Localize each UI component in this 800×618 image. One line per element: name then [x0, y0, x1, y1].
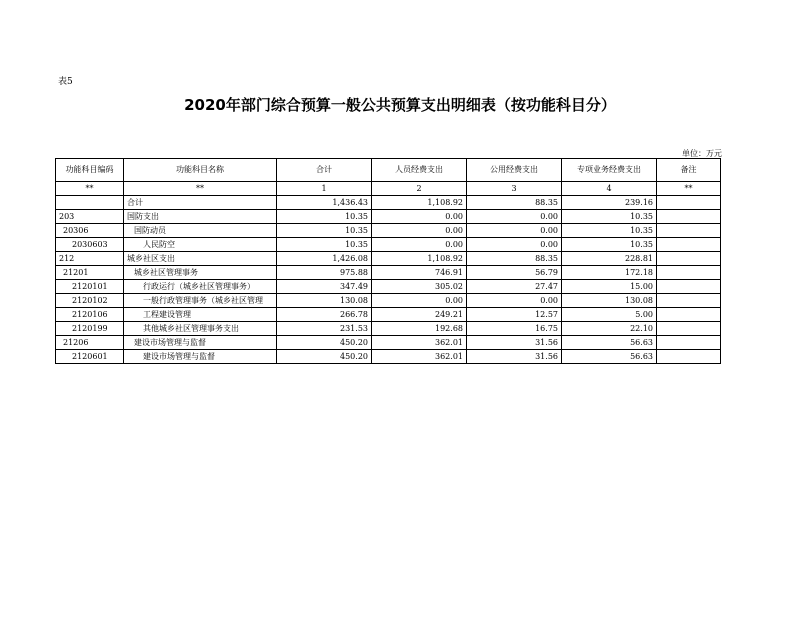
total-cell: 266.78 [277, 308, 372, 322]
name-cell: 人民防空 [124, 238, 277, 252]
total-cell: 231.53 [277, 322, 372, 336]
table-row [56, 280, 721, 294]
name-cell: 城乡社区管理事务 [124, 266, 277, 280]
name-cell: 国防支出 [124, 210, 277, 224]
special-cell: 10.35 [562, 238, 657, 252]
total-cell: 450.20 [277, 350, 372, 364]
special-cell: 56.63 [562, 336, 657, 350]
header-personnel: 人员经费支出 [372, 159, 467, 182]
name-cell: 建设市场管理与监督 [124, 336, 277, 350]
table-row [56, 336, 721, 350]
table-row [56, 196, 721, 210]
note-cell [657, 350, 721, 364]
code-cell: 20306 [56, 224, 124, 238]
note-cell [657, 280, 721, 294]
table-row [56, 210, 721, 224]
personnel-cell: 249.21 [372, 308, 467, 322]
total-cell: 1,426.08 [277, 252, 372, 266]
index-cell: 4 [562, 182, 657, 196]
expenditure-table [55, 158, 721, 364]
public-cell: 0.00 [467, 210, 562, 224]
name-cell: 其他城乡社区管理事务支出 [124, 322, 277, 336]
code-cell: 2030603 [56, 238, 124, 252]
code-cell: 2120199 [56, 322, 124, 336]
table-row [56, 238, 721, 252]
table-row [56, 308, 721, 322]
personnel-cell: 746.91 [372, 266, 467, 280]
note-cell [657, 224, 721, 238]
total-cell: 975.88 [277, 266, 372, 280]
table-number-label: 表5 [58, 77, 73, 87]
code-cell: 2120101 [56, 280, 124, 294]
special-cell: 130.08 [562, 294, 657, 308]
note-cell [657, 238, 721, 252]
total-cell: 450.20 [277, 336, 372, 350]
table-row [56, 252, 721, 266]
special-cell: 10.35 [562, 224, 657, 238]
index-row [56, 182, 721, 196]
public-cell: 31.56 [467, 336, 562, 350]
special-cell: 56.63 [562, 350, 657, 364]
personnel-cell: 0.00 [372, 238, 467, 252]
header-row [56, 159, 721, 182]
note-cell [657, 294, 721, 308]
header-public: 公用经费支出 [467, 159, 562, 182]
name-cell: 行政运行（城乡社区管理事务） [124, 280, 277, 294]
header-total: 合计 [277, 159, 372, 182]
note-cell [657, 266, 721, 280]
table-row [56, 294, 721, 308]
header-name: 功能科目名称 [124, 159, 277, 182]
table-row [56, 266, 721, 280]
note-cell [657, 196, 721, 210]
public-cell: 0.00 [467, 294, 562, 308]
personnel-cell: 362.01 [372, 350, 467, 364]
header-special: 专项业务经费支出 [562, 159, 657, 182]
personnel-cell: 1,108.92 [372, 196, 467, 210]
public-cell: 88.35 [467, 252, 562, 266]
special-cell: 10.35 [562, 210, 657, 224]
personnel-cell: 0.00 [372, 224, 467, 238]
special-cell: 15.00 [562, 280, 657, 294]
total-cell: 130.08 [277, 294, 372, 308]
public-cell: 56.79 [467, 266, 562, 280]
header-code: 功能科目编码 [56, 159, 124, 182]
table-row [56, 224, 721, 238]
table-row [56, 350, 721, 364]
public-cell: 0.00 [467, 224, 562, 238]
personnel-cell: 305.02 [372, 280, 467, 294]
code-cell: 2120601 [56, 350, 124, 364]
public-cell: 12.57 [467, 308, 562, 322]
note-cell [657, 336, 721, 350]
page-title: 2020年部门综合预算一般公共预算支出明细表（按功能科目分） [184, 96, 616, 114]
code-cell: 21201 [56, 266, 124, 280]
code-cell: 2120106 [56, 308, 124, 322]
public-cell: 31.56 [467, 350, 562, 364]
code-cell: 203 [56, 210, 124, 224]
index-cell: ** [657, 182, 721, 196]
unit-label: 单位：万元 [682, 149, 722, 158]
public-cell: 16.75 [467, 322, 562, 336]
index-cell: 2 [372, 182, 467, 196]
name-cell: 建设市场管理与监督 [124, 350, 277, 364]
name-cell: 城乡社区支出 [124, 252, 277, 266]
special-cell: 172.18 [562, 266, 657, 280]
special-cell: 239.16 [562, 196, 657, 210]
note-cell [657, 308, 721, 322]
public-cell: 0.00 [467, 238, 562, 252]
total-cell: 347.49 [277, 280, 372, 294]
note-cell [657, 252, 721, 266]
total-cell: 1,436.43 [277, 196, 372, 210]
special-cell: 228.81 [562, 252, 657, 266]
personnel-cell: 0.00 [372, 210, 467, 224]
special-cell: 5.00 [562, 308, 657, 322]
index-cell: ** [124, 182, 277, 196]
index-cell: 1 [277, 182, 372, 196]
name-cell: 国防动员 [124, 224, 277, 238]
total-cell: 10.35 [277, 238, 372, 252]
code-cell: 212 [56, 252, 124, 266]
code-cell [56, 196, 124, 210]
table-row [56, 322, 721, 336]
personnel-cell: 362.01 [372, 336, 467, 350]
public-cell: 27.47 [467, 280, 562, 294]
index-cell: ** [56, 182, 124, 196]
special-cell: 22.10 [562, 322, 657, 336]
name-cell: 一般行政管理事务（城乡社区管理 [124, 294, 277, 308]
name-cell: 工程建设管理 [124, 308, 277, 322]
name-cell: 合计 [124, 196, 277, 210]
note-cell [657, 322, 721, 336]
header-note: 备注 [657, 159, 721, 182]
personnel-cell: 192.68 [372, 322, 467, 336]
personnel-cell: 0.00 [372, 294, 467, 308]
public-cell: 88.35 [467, 196, 562, 210]
total-cell: 10.35 [277, 224, 372, 238]
code-cell: 21206 [56, 336, 124, 350]
index-cell: 3 [467, 182, 562, 196]
code-cell: 2120102 [56, 294, 124, 308]
total-cell: 10.35 [277, 210, 372, 224]
note-cell [657, 210, 721, 224]
personnel-cell: 1,108.92 [372, 252, 467, 266]
